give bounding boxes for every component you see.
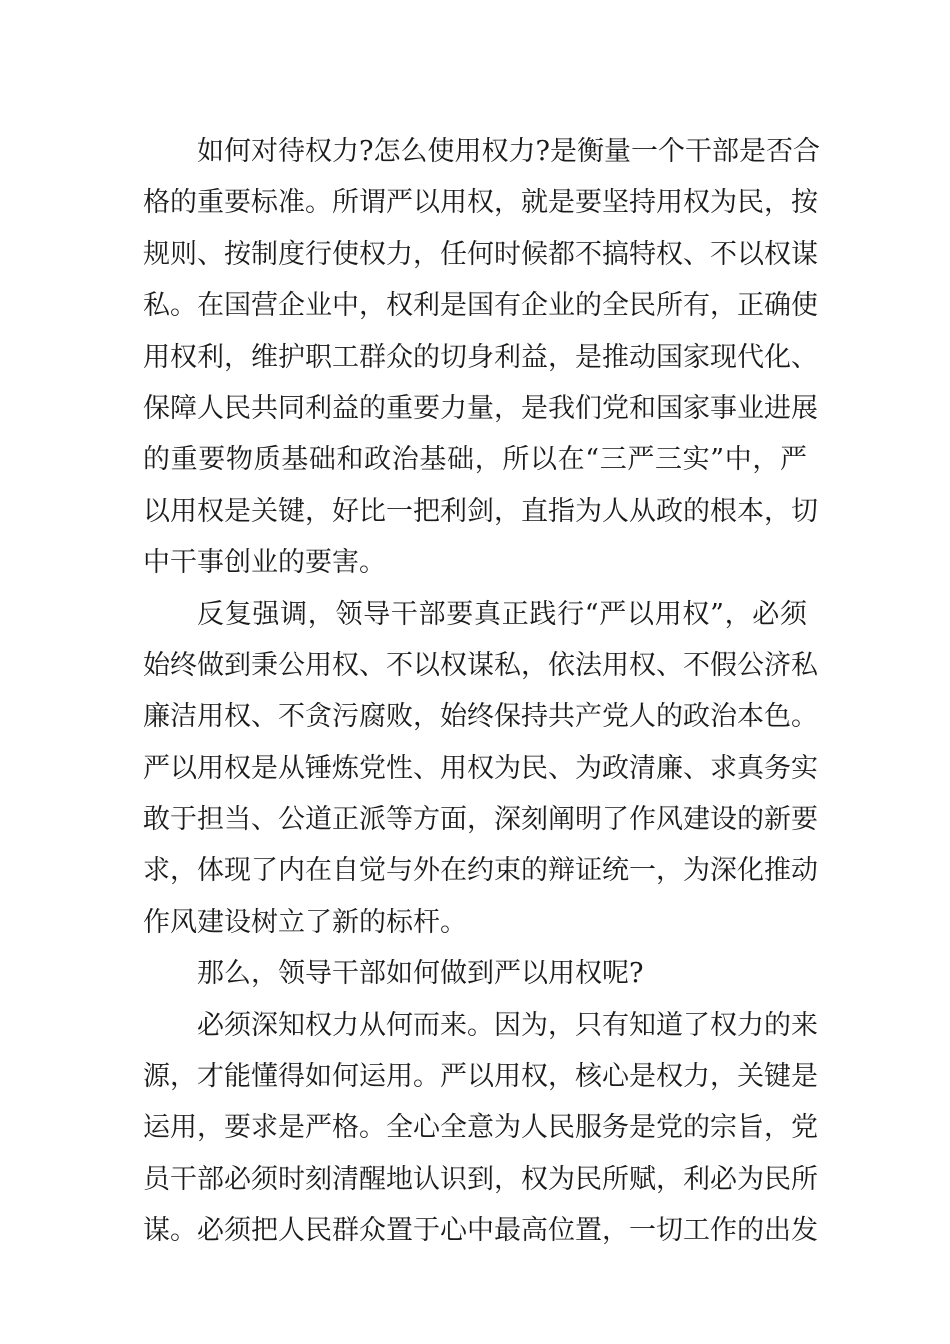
paragraph-repeated-emphasis [143,589,818,949]
text-line: 反复强调，领导干部要真正践行“严以用权”，必须 [197,598,807,630]
paragraph-source-of-power [143,1000,818,1257]
text-line: 的重要物质基础和政治基础，所以在“三严三实”中，严 [143,444,807,476]
text-line: 规则、按制度行使权力，任何时候都不搞特权、不以权谋 [143,238,818,270]
text-line: 保障人民共同利益的重要力量，是我们党和国家事业进展 [143,392,818,424]
text-line: 敢于担当、公道正派等方面，深刻阐明了作风建设的新要 [143,804,818,836]
document-body [143,126,820,1257]
text-line: 作风建设树立了新的标杆。 [143,906,467,938]
text-line: 源，才能懂得如何运用。严以用权，核心是权力，关键是 [143,1061,818,1093]
text-line: 以用权是关键，好比一把利剑，直指为人从政的根本，切 [143,495,818,527]
text-line: 始终做到秉公用权、不以权谋私，依法用权、不假公济私 [143,649,818,681]
text-line: 谋。必须把人民群众置于心中最高位置，一切工作的出发 [143,1215,818,1247]
text-line: 廉洁用权、不贪污腐败，始终保持共产党人的政治本色。 [143,701,818,733]
text-line: 如何对待权力?怎么使用权力?是衡量一个干部是否合 [197,136,820,167]
text-line: 私。在国营企业中，权利是国有企业的全民所有，正确使 [143,290,818,322]
text-line: 必须深知权力从何而来。因为，只有知道了权力的来 [197,1009,818,1041]
text-line: 求，体现了内在自觉与外在约束的辩证统一，为深化推动 [143,855,818,887]
paragraph-question [143,948,807,999]
text-line: 用权利，维护职工群众的切身利益，是推动国家现代化、 [143,341,818,373]
text-line: 中干事创业的要害。 [143,547,386,579]
text-line: 严以用权是从锤炼党性、用权为民、为政清廉、求真务实 [143,752,818,784]
paragraph-power-usage [143,126,820,589]
text-line: 那么，领导干部如何做到严以用权呢? [197,958,644,990]
text-line: 格的重要标准。所谓严以用权，就是要坚持用权为民，按 [143,187,818,219]
text-line: 运用，要求是严格。全心全意为人民服务是党的宗旨，党 [143,1112,818,1144]
text-line: 员干部必须时刻清醒地认识到，权为民所赋，利必为民所 [143,1163,818,1195]
